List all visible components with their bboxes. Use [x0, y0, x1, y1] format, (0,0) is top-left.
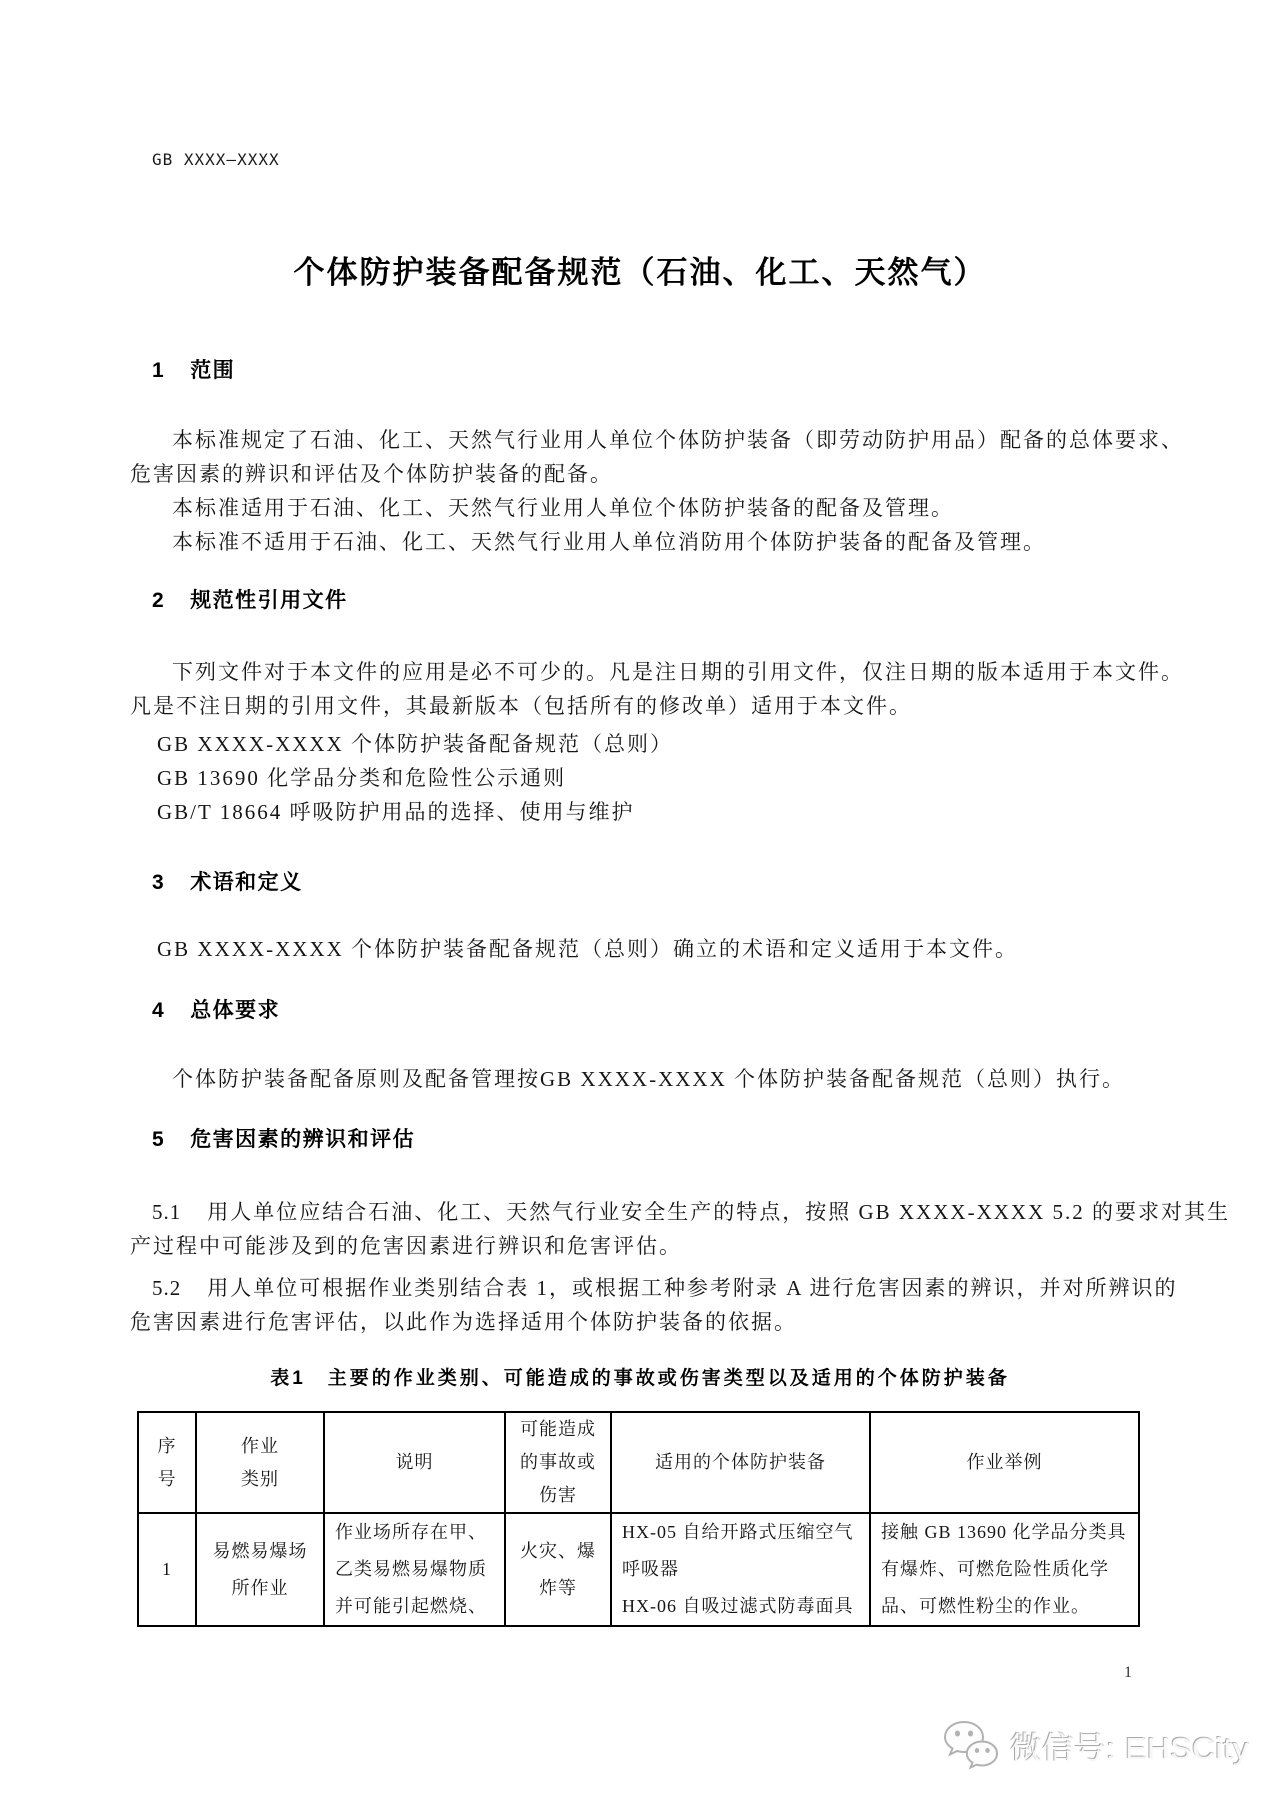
clause-5-2	[130, 1271, 1178, 1339]
section-title: 危害因素的辨识和评估	[190, 1128, 416, 1151]
cell-ppe: HX-05 自给开路式压缩空气 呼吸器 HX-06 自吸过滤式防毒面具	[611, 1513, 870, 1626]
page-title: 个体防护装备配备规范（石油、化工、天然气）	[293, 255, 987, 290]
table-1	[137, 1411, 1140, 1627]
clause-number: 5.2	[152, 1276, 182, 1300]
reference-item: GB 13690 化学品分类和危险性公示通则	[157, 766, 567, 790]
text-line: 用人单位可根据作业类别结合表 1，或根据工种参考附录 A 进行危害因素的辨识，并对所辨识的	[207, 1276, 1178, 1300]
wechat-icon	[942, 1720, 1000, 1770]
col-header-ppe: 适用的个体防护装备	[611, 1412, 870, 1513]
text-line: 产过程中可能涉及到的危害因素进行辨识和危害评估。	[130, 1234, 682, 1258]
page-number: 1	[1124, 1664, 1132, 1681]
cell-no: 1	[138, 1513, 196, 1626]
section-heading-2	[130, 588, 1170, 614]
text-line: GB XXXX-XXXX 个体防护装备配备规范（总则）确立的术语和定义适用于本文件。	[157, 937, 1018, 961]
text-line: 凡是不注日期的引用文件，其最新版本（包括所有的修改单）适用于本文件。	[130, 694, 912, 718]
section-title: 总体要求	[190, 999, 281, 1022]
text-line: 本标准适用于石油、化工、天然气行业用人单位个体防护装备的配备及管理。	[172, 496, 954, 520]
watermark-text: 微信号: EHSCity	[1010, 1730, 1250, 1766]
section-title: 范围	[190, 359, 236, 382]
cell-category: 易燃易爆场 所作业	[196, 1513, 324, 1626]
col-header-category: 作业 类别	[196, 1412, 324, 1513]
clause-5-1	[130, 1195, 1230, 1263]
cell-description: 作业场所存在甲、 乙类易燃易爆物质 并可能引起燃烧、	[324, 1513, 505, 1626]
section-heading-4	[130, 998, 1170, 1024]
col-header-accident: 可能造成 的事故或 伤害	[505, 1412, 611, 1513]
section-2-paragraph	[130, 655, 1184, 723]
section-3-paragraph	[130, 932, 1175, 966]
text-line: 个体防护装备配备原则及配备管理按GB XXXX-XXXX 个体防护装备配备规范（总则）执行。	[172, 1067, 1125, 1091]
wechat-watermark	[942, 1720, 1249, 1770]
table-row	[138, 1513, 1139, 1626]
cell-examples: 接触 GB 13690 化学品分类具 有爆炸、可燃危险性质化学 品、可燃性粉尘的作业。	[870, 1513, 1139, 1626]
section-title: 规范性引用文件	[190, 589, 348, 612]
text-line: 危害因素的辨识和评估及个体防护装备的配备。	[130, 462, 613, 486]
section-number: 2	[152, 589, 166, 612]
section-heading-1	[130, 358, 1170, 384]
section-number: 1	[152, 359, 166, 382]
text-line: 本标准不适用于石油、化工、天然气行业用人单位消防用个体防护装备的配备及管理。	[172, 530, 1046, 554]
text-line: 本标准规定了石油、化工、天然气行业用人单位个体防护装备（即劳动防护用品）配备的总体要求、	[172, 428, 1184, 452]
cell-accident: 火灾、爆 炸等	[505, 1513, 611, 1626]
text-line: 下列文件对于本文件的应用是必不可少的。凡是注日期的引用文件，仅注日期的版本适用于本文件。	[172, 660, 1184, 684]
table-caption: 表1 主要的作业类别、可能造成的事故或伤害类型以及适用的个体防护装备	[270, 1368, 1010, 1389]
clause-number: 5.1	[152, 1200, 182, 1224]
col-header-description: 说明	[324, 1412, 505, 1513]
reference-item: GB/T 18664 呼吸防护用品的选择、使用与维护	[157, 800, 635, 824]
reference-item: GB XXXX-XXXX 个体防护装备配备规范（总则）	[157, 732, 673, 756]
normative-references-list	[130, 727, 1175, 829]
section-number: 5	[152, 1128, 166, 1151]
table-header-row	[138, 1412, 1139, 1513]
section-heading-5	[130, 1127, 1170, 1153]
standard-code: GB XXXX—XXXX	[152, 150, 280, 169]
text-line: 危害因素进行危害评估，以此作为选择适用个体防护装备的依据。	[130, 1310, 797, 1334]
section-number: 3	[152, 871, 166, 894]
col-header-no: 序 号	[138, 1412, 196, 1513]
section-4-paragraph	[130, 1062, 1175, 1096]
section-heading-3	[130, 870, 1170, 896]
col-header-examples: 作业举例	[870, 1412, 1139, 1513]
section-1-paragraph	[130, 423, 1184, 559]
section-number: 4	[152, 999, 166, 1022]
text-line: 用人单位应结合石油、化工、天然气行业安全生产的特点，按照 GB XXXX-XXXX 5.2 的要求对其生	[207, 1200, 1230, 1224]
section-title: 术语和定义	[190, 871, 303, 894]
